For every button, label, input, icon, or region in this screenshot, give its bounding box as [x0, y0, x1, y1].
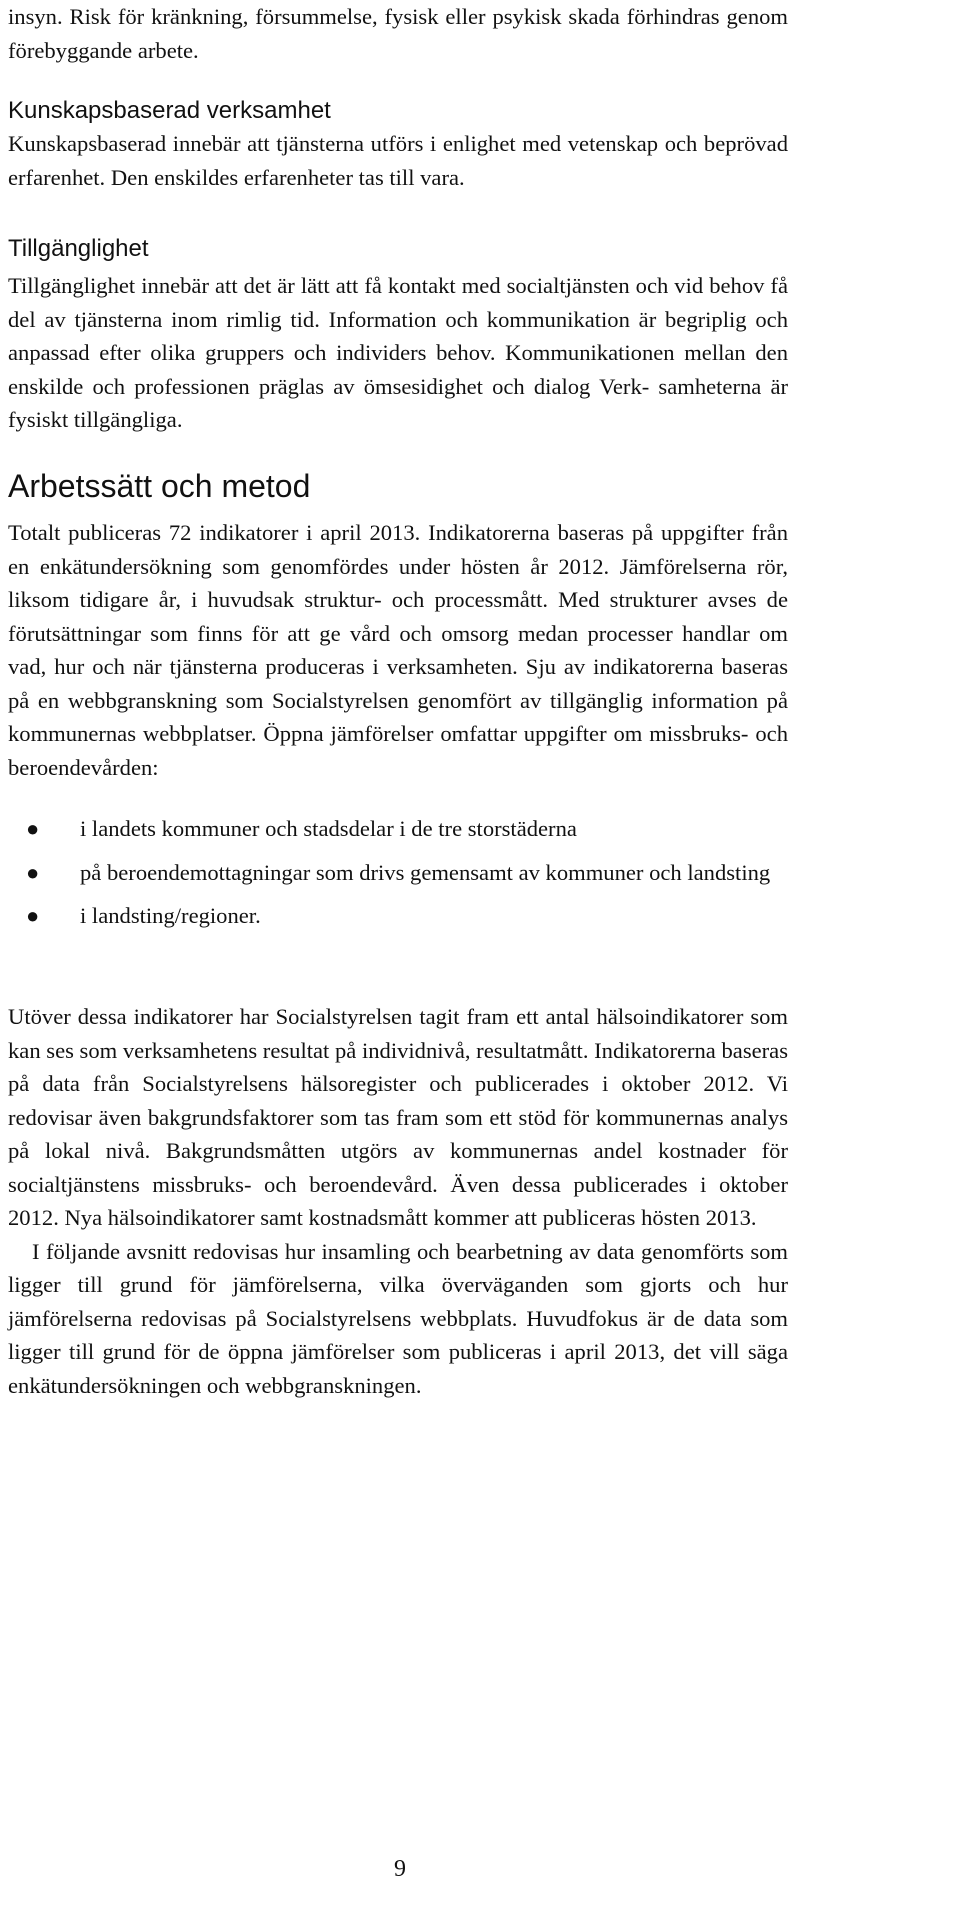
bullet-icon: ●: [26, 903, 40, 928]
section-heading-tillganglighet: Tillgänglighet: [8, 235, 149, 262]
section-heading-kunskapsbaserad: Kunskapsbaserad verksamhet: [8, 97, 331, 124]
bullet-list-block: [8, 812, 788, 933]
section-heading-arbetssatt: Arbetssätt och metod: [8, 468, 311, 504]
tillganglighet-paragraph: Tillgänglighet innebär att det är lätt att få kontakt med socialtjänsten och vid behov få del av tjänsterna inom rimlig tid. Information och kommunikation är begriplig och anpassad efter olika gruppers och individers behov. Kommunikationen mellan den enskilde och professionen präglas av ömsesidighet och dialog Verk- samheterna är fysiskt tillgängliga.: [8, 273, 788, 432]
arbetssatt-paragraph-3: I följande avsnitt redovisas hur insamling och bearbetning av data genomförts som ligger till grund för jämförelserna, vilka överväganden som gjorts och hur jämförelserna redovisas på Socialstyrelsens webbplats. Huvudfokus är de data som ligger till grund för de öppna jämförelser som publiceras i april 2013, det vill säga enkätundersökningen och webbgranskningen.: [8, 1238, 788, 1398]
bullet-icon: ●: [26, 816, 40, 841]
kunskap-paragraph: Kunskapsbaserad innebär att tjänsterna utförs i enlighet med vetenskap och beprövad erfarenhet. Den enskildes erfarenheter tas till vara.: [8, 131, 788, 190]
bullet-icon: ●: [26, 859, 40, 885]
list-item: ● på beroendemottagningar som drivs gemensamt av kommuner och landsting: [8, 856, 788, 890]
intro-paragraph: insyn. Risk för kränkning, försummelse, fysisk eller psykisk skada förhindras genom förebyggande arbete.: [8, 4, 788, 63]
page-number: 9: [394, 1856, 406, 1882]
tillganglighet-section: [8, 232, 788, 437]
arbetssatt-paragraph-2: Utöver dessa indikatorer har Socialstyrelsen tagit fram ett antal hälsoindikatorer som kan ses som verksamhetens resultat på individnivå, resultatmått. Indikatorerna baseras på data från Socialstyrelsens hälsoregister och publicerades i oktober 2012. Vi redovisar även bakgrundsfaktorer som tas fram som ett stöd för kommunernas analys på lokal nivå. Bakgrundsmåtten utgörs av kommunernas andel kostnader för socialtjänstens missbruks- och beroendevård. Även dessa publicerades i oktober 2012. Nya hälsoindikatorer samt kostnadsmått kommer att publiceras hösten 2013.: [8, 1004, 788, 1230]
resultat-block: [8, 1000, 788, 1402]
arbetssatt-section: [8, 466, 788, 784]
bullet-list: [8, 812, 788, 933]
arbetssatt-paragraph-1: Totalt publiceras 72 indikatorer i april 2013. Indikatorerna baseras på uppgifter från en enkätundersökning som genomfördes under hösten år 2012. Jämförelserna rör, liksom tidigare år, i huvudsak struktur- och processmått. Med strukturer avses de förutsättningar som finns för att ge vård och omsorg medan processer handlar om vad, hur och när tjänsterna produceras i verksamheten. Sju av indikatorerna baseras på en webbgranskning som Socialstyrelsen genomfört av tillgänglig information på kommunernas webbplatser. Öppna jämförelser omfattar uppgifter om missbruks- och beroendevården:: [8, 520, 788, 780]
kunskap-section: [8, 94, 788, 194]
list-item: ● i landets kommuner och stadsdelar i de tre storstäderna: [8, 812, 788, 846]
intro-block: [8, 0, 788, 67]
list-item: ● i landsting/regioner.: [8, 899, 788, 933]
